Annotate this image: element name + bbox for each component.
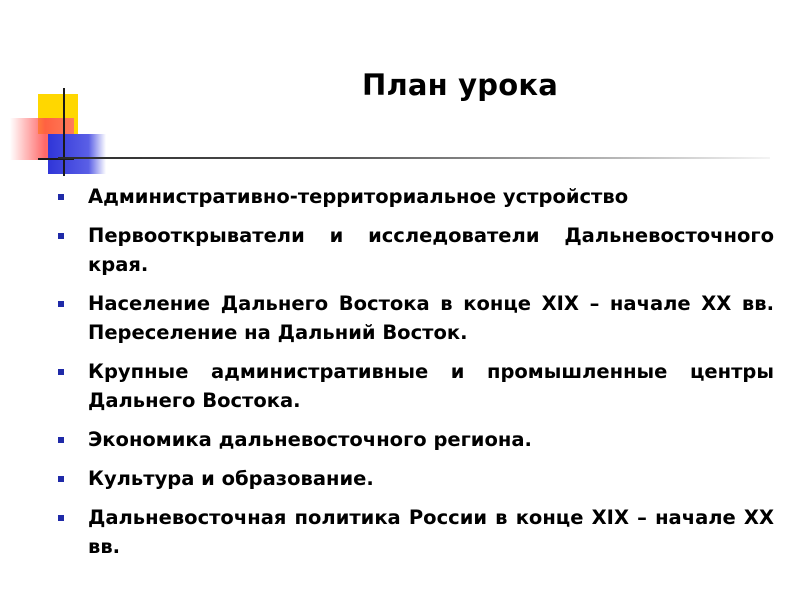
list-item-text: Дальневосточная политика России в конце XIX – начале XX вв. bbox=[88, 506, 774, 558]
list-item bbox=[54, 464, 774, 493]
title-divider bbox=[58, 157, 770, 159]
list-item bbox=[54, 357, 774, 415]
decorative-corner-graphic bbox=[0, 0, 140, 200]
bullet-icon bbox=[58, 437, 64, 443]
bullet-icon bbox=[58, 369, 64, 375]
bullet-icon bbox=[58, 233, 64, 239]
list-item-text: Экономика дальневосточного региона. bbox=[88, 428, 532, 451]
blue-square bbox=[48, 134, 106, 174]
list-item bbox=[54, 182, 774, 211]
bullet-icon bbox=[58, 194, 64, 200]
list-item bbox=[54, 503, 774, 561]
list-item-text: Первооткрыватели и исследователи Дальневосточного края. bbox=[88, 224, 774, 276]
bullet-icon bbox=[58, 301, 64, 307]
lesson-plan-list bbox=[54, 182, 774, 571]
list-item-text: Культура и образование. bbox=[88, 467, 374, 490]
bullet-icon bbox=[58, 476, 64, 482]
bullet-icon bbox=[58, 515, 64, 521]
list-item-text: Крупные административные и промышленные центры Дальнего Востока. bbox=[88, 360, 774, 412]
list-item bbox=[54, 289, 774, 347]
list-item-text: Административно-территориальное устройство bbox=[88, 185, 629, 208]
list-item-text: Население Дальнего Востока в конце XIX – начале XX вв. Переселение на Дальний Восток. bbox=[88, 292, 774, 344]
vertical-line bbox=[63, 88, 65, 176]
slide-title: План урока bbox=[361, 68, 559, 102]
list-item bbox=[54, 425, 774, 454]
list-item bbox=[54, 221, 774, 279]
